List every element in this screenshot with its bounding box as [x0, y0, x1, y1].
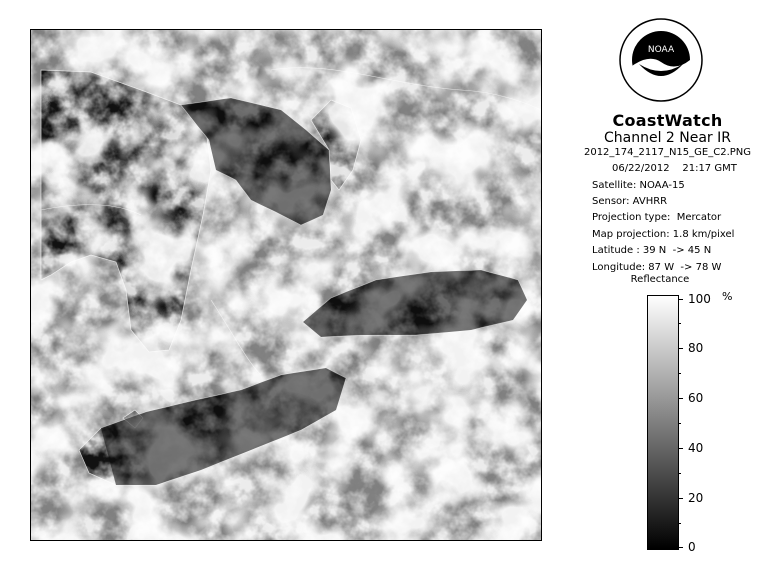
- app-title: CoastWatch: [612, 111, 723, 130]
- map-svg: [31, 30, 541, 540]
- colorbar-minor-tick: [678, 323, 681, 324]
- colorbar-tick-label: 100: [688, 292, 711, 306]
- map-projection: Map projection: 1.8 km/pixel: [592, 229, 735, 240]
- colorbar-tick: [678, 547, 683, 548]
- colorbar-title: Reflectance: [630, 274, 690, 285]
- colorbar-tick: [678, 398, 683, 399]
- sensor-info: Sensor: AVHRR: [592, 196, 668, 207]
- channel-label: Channel 2 Near IR: [603, 130, 731, 146]
- colorbar-tick-label: 60: [688, 391, 704, 405]
- colorbar-minor-tick: [678, 373, 681, 374]
- colorbar-tick-label: 80: [688, 341, 704, 355]
- projection-type: Projection type: Mercator: [592, 212, 722, 223]
- colorbar-tick-label: 20: [688, 491, 704, 505]
- colorbar-tick-label: 0: [688, 540, 696, 554]
- colorbar-unit: %: [722, 290, 733, 303]
- colorbar-minor-tick: [678, 523, 681, 524]
- logo-text: NOAA: [647, 45, 675, 55]
- colorbar-tick: [678, 299, 683, 300]
- colorbar: [647, 295, 679, 550]
- colorbar-tick: [678, 448, 683, 449]
- latitude-range: Latitude : 39 N -> 45 N: [592, 245, 712, 256]
- colorbar-tick: [678, 498, 683, 499]
- colorbar-minor-tick: [678, 473, 681, 474]
- satellite-info: Satellite: NOAA-15: [592, 180, 685, 191]
- filename: 2012_174_2117_N15_GE_C2.PNG: [583, 147, 752, 158]
- noaa-logo: [619, 18, 703, 102]
- satellite-map: [30, 29, 542, 541]
- colorbar-tick-label: 40: [688, 441, 704, 455]
- colorbar-tick: [678, 348, 683, 349]
- colorbar-minor-tick: [678, 423, 681, 424]
- longitude-range: Longitude: 87 W -> 78 W: [592, 262, 722, 273]
- date-time: 06/22/2012 21:17 GMT: [612, 163, 737, 174]
